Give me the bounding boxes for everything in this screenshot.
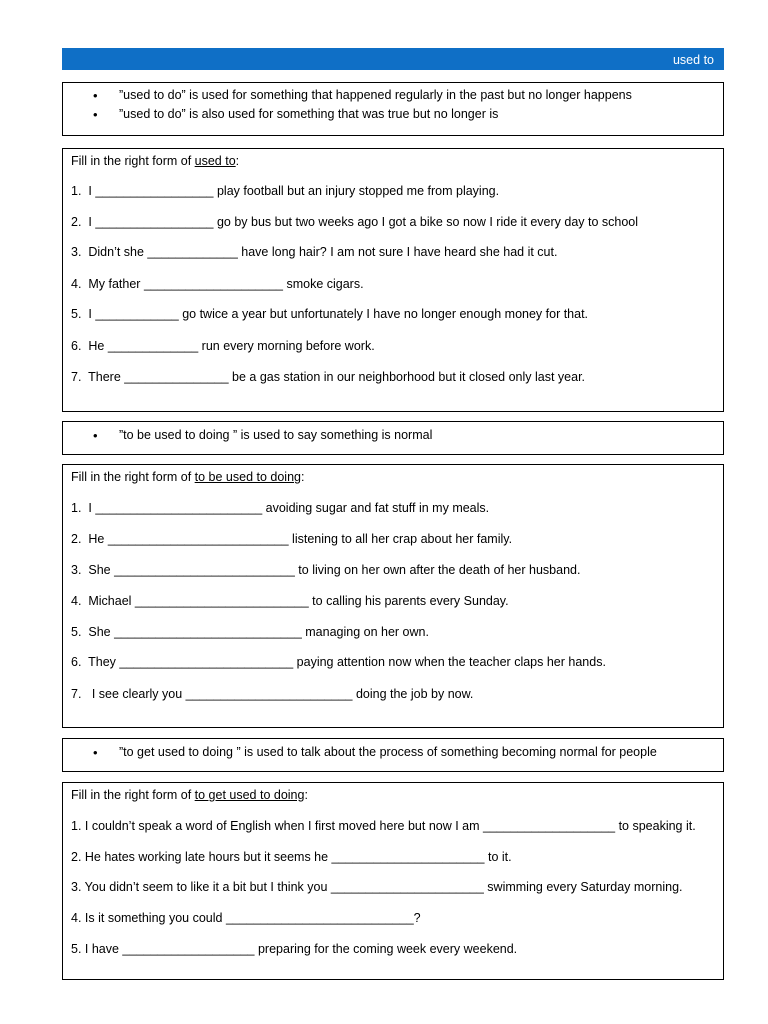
exercise-item: 5. I ____________ go twice a year but unfortunately I have no longer enough money for that.	[71, 307, 589, 321]
exercise-title: Fill in the right form of to get used to doing:	[71, 788, 308, 802]
exercise-item: 6. They _________________________ paying attention now when the teacher claps her hands.	[71, 655, 606, 669]
exercise-item: 5. She ___________________________ managing on her own.	[71, 625, 429, 639]
exercise-item: 7. I see clearly you ________________________ doing the job by now.	[71, 687, 474, 701]
exercise-item: 7. There _______________ be a gas station in our neighborhood but it closed only last year.	[71, 370, 586, 384]
exercise-item: 1. I ________________________ avoiding sugar and fat stuff in my meals.	[71, 501, 490, 515]
exercise-used-to-box	[62, 148, 724, 412]
exercise-item: 2. I _________________ go by bus but two weeks ago I got a bike so now I ride it every day to school	[71, 215, 639, 229]
used-to-rules-box	[62, 82, 724, 136]
rules-list	[63, 426, 723, 445]
header-title: used to	[672, 53, 714, 67]
exercise-to-be-used-to-box	[62, 464, 724, 728]
exercise-item: 2. He __________________________ listening to all her crap about her family.	[71, 532, 513, 546]
exercise-title: Fill in the right form of to be used to doing:	[71, 470, 305, 484]
exercise-item: 4. Is it something you could ___________________________?	[71, 911, 421, 925]
rule-item: • ”used to do” is also used for something that was true but no longer is	[63, 105, 723, 124]
exercise-item: 3. She __________________________ to living on her own after the death of her husband.	[71, 563, 581, 577]
exercise-item: 3. You didn’t seem to like it a bit but I think you ______________________ swimming every Saturday morning.	[71, 880, 683, 894]
exercise-item: 3. Didn’t she _____________ have long hair? I am not sure I have heard she had it cut.	[71, 245, 558, 259]
rule-item: • ”to be used to doing ” is used to say something is normal	[63, 426, 723, 445]
exercise-item: 4. Michael _________________________ to calling his parents every Sunday.	[71, 594, 509, 608]
exercise-phrase: to be used to doing	[194, 470, 301, 484]
rule-item: • ”used to do” is used for something that happened regularly in the past but no longer happens	[63, 86, 723, 105]
rule-item: • ”to get used to doing ” is used to talk about the process of something becoming normal for people	[63, 743, 723, 762]
header-bar	[62, 48, 724, 70]
to-get-used-to-rule-box	[62, 738, 724, 772]
to-be-used-to-rule-box	[62, 421, 724, 455]
exercise-title: Fill in the right form of used to:	[71, 154, 240, 168]
exercise-item: 5. I have ___________________ preparing for the coming week every weekend.	[71, 942, 518, 956]
exercise-to-get-used-to-box	[62, 782, 724, 980]
exercise-item: 4. My father ____________________ smoke cigars.	[71, 277, 364, 291]
exercise-item: 1. I couldn’t speak a word of English when I first moved here but now I am ___________________ to speaking it.	[71, 819, 696, 833]
exercise-item: 1. I _________________ play football but an injury stopped me from playing.	[71, 184, 500, 198]
exercise-item: 2. He hates working late hours but it seems he ______________________ to it.	[71, 850, 512, 864]
rules-list	[63, 743, 723, 762]
exercise-phrase: to get used to doing	[194, 788, 305, 802]
rules-list	[63, 86, 723, 124]
exercise-item: 6. He _____________ run every morning before work.	[71, 339, 375, 353]
exercise-phrase: used to	[194, 154, 236, 168]
